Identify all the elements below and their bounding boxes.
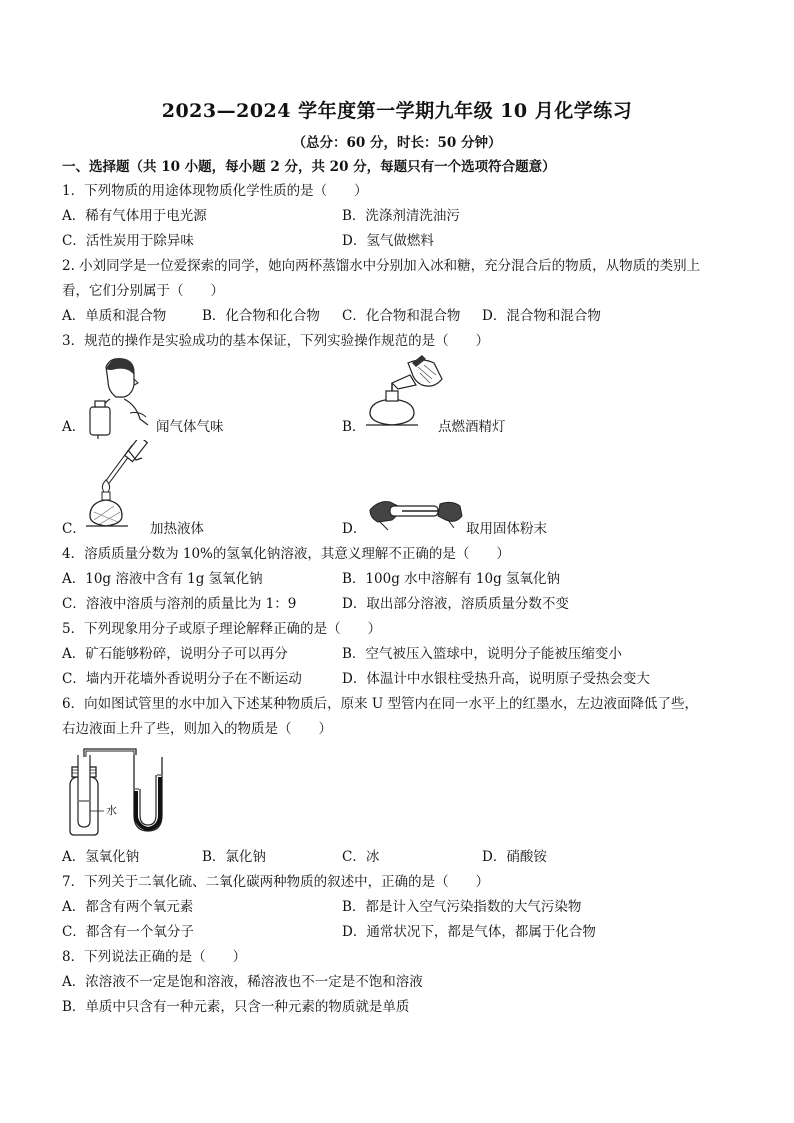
option-d: D．体温计中水银柱受热升高，说明原子受热会变大 <box>342 671 650 687</box>
question-stem: 8．下列说法正确的是（ ） <box>62 949 247 965</box>
alcohol-lamp-lighting-figure <box>362 355 446 435</box>
option-d-letter: D． <box>342 521 367 537</box>
option-d: D．硝酸铵 <box>482 849 547 865</box>
option-c: C．都含有一个氧分子 <box>62 924 194 940</box>
question-stem: 6．向如图试管里的水中加入下述某种物质后，原来 U 型管内在同一水平上的红墨水，左边液面降低了些， <box>62 696 699 712</box>
heating-liquid-figure <box>86 440 156 530</box>
option-a: A．矿石能够粉碎，说明分子可以再分 <box>62 646 288 662</box>
option-b: B．都是计入空气污染指数的大气污染物 <box>342 899 582 915</box>
question-stem-cont: 看，它们分别属于（ ） <box>62 283 224 299</box>
water-label: 水 <box>106 804 117 817</box>
question-stem: 2. 小刘同学是一位爱探索的同学，她向两杯蒸馏水中分别加入冰和糖，充分混合后的物质，从物质的类别上 <box>62 258 701 274</box>
option-a: A．10g 溶液中含有 1g 氢氧化钠 <box>62 571 263 587</box>
option-c: C．化合物和混合物 <box>342 308 461 324</box>
option-a: A．氢氧化钠 <box>62 849 140 865</box>
option-c: C．活性炭用于除异味 <box>62 233 194 249</box>
option-c: C．墙内开花墙外香说明分子在不断运动 <box>62 671 302 687</box>
question-stem: 1．下列物质的用途体现物质化学性质的是（ ） <box>62 183 368 199</box>
option-b: B．空气被压入篮球中，说明分子能被压缩变小 <box>342 646 622 662</box>
person-smelling-figure <box>86 355 158 439</box>
option-a: A．浓溶液不一定是饱和溶液，稀溶液也不一定是不饱和溶液 <box>62 974 423 990</box>
option-d-text: 取用固体粉末 <box>466 521 547 537</box>
option-a: A．稀有气体用于电光源 <box>62 208 207 224</box>
option-c-letter: C． <box>62 521 86 537</box>
option-b: B．化合物和化合物 <box>202 308 320 324</box>
option-b: B．单质中只含有一种元素，只含一种元素的物质就是单质 <box>62 999 410 1015</box>
option-a-letter: A． <box>62 419 86 435</box>
option-a: A．单质和混合物 <box>62 308 167 324</box>
u-tube-apparatus-figure <box>62 745 180 837</box>
option-a: A．都含有两个氧元素 <box>62 899 194 915</box>
question-stem: 4．溶质质量分数为 10%的氢氧化钠溶液，其意义理解不正确的是（ ） <box>62 546 510 562</box>
option-d: D．氢气做燃料 <box>342 233 434 249</box>
page-subtitle: （总分：60 分，时长：50 分钟） <box>292 135 502 151</box>
option-d: D．取出部分溶液，溶质质量分数不变 <box>342 596 569 612</box>
option-b: B．洗涤剂清洗油污 <box>342 208 460 224</box>
question-stem-cont: 右边液面上升了些，则加入的物质是（ ） <box>62 721 332 737</box>
section-heading: 一、选择题（共 10 小题，每小题 2 分，共 20 分，每题只有一个选项符合题意） <box>62 159 556 175</box>
page-title: 2023—2024 学年度第一学期九年级 10 月化学练习 <box>161 100 633 122</box>
option-a-text: 闻气体气味 <box>156 419 224 435</box>
option-b: B．100g 水中溶解有 10g 氢氧化钠 <box>342 571 561 587</box>
option-c-text: 加热液体 <box>150 521 204 537</box>
question-stem: 5．下列现象用分子或原子理论解释正确的是（ ） <box>62 621 382 637</box>
options-row <box>0 848 794 868</box>
option-c: C．溶液中溶质与溶剂的质量比为 1：9 <box>62 596 297 612</box>
option-b-letter: B． <box>342 419 366 435</box>
option-b: B．氯化钠 <box>202 849 266 865</box>
question-stem: 3．规范的操作是实验成功的基本保证，下列实验操作规范的是（ ） <box>62 333 490 349</box>
question-stem: 7．下列关于二氧化硫、二氧化碳两种物质的叙述中，正确的是（ ） <box>62 874 490 890</box>
powder-sampling-figure <box>368 492 464 532</box>
option-d: D．混合物和混合物 <box>482 308 601 324</box>
option-d: D．通常状况下，都是气体，都属于化合物 <box>342 924 596 940</box>
option-c: C．冰 <box>342 849 380 865</box>
option-b-text: 点燃酒精灯 <box>438 419 506 435</box>
